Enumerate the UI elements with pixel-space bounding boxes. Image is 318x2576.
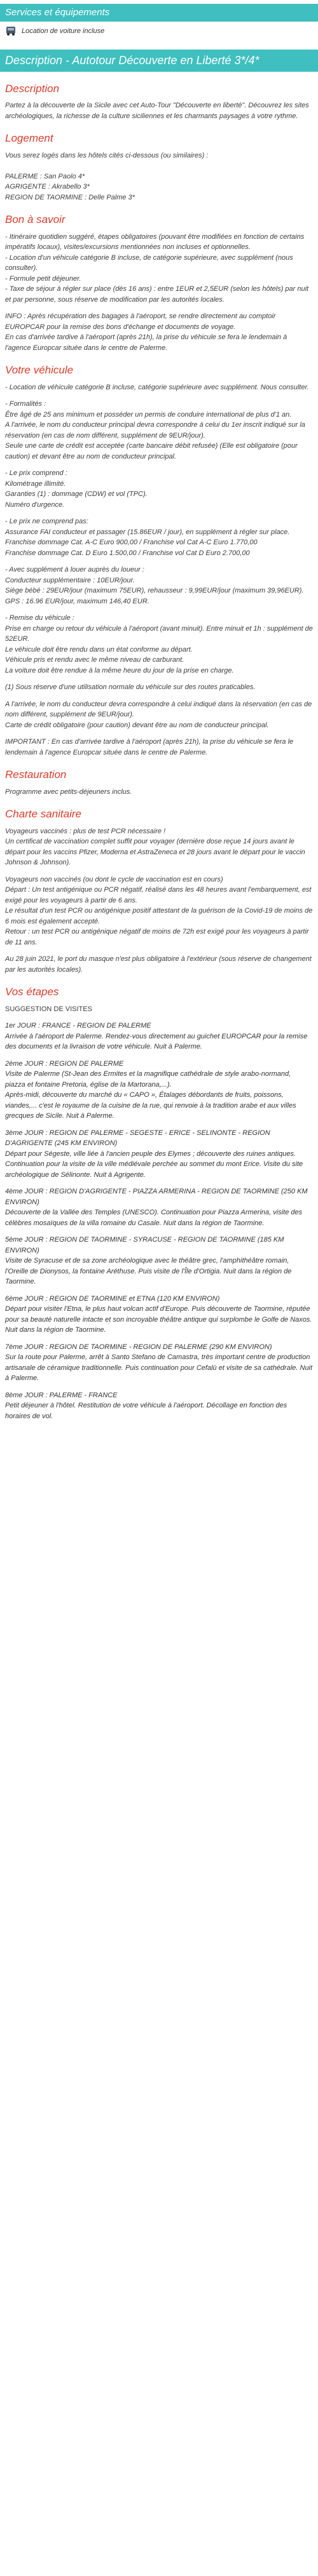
vehicule-title: Votre véhicule bbox=[5, 364, 74, 376]
vehicule-p7: (1) Sous réserve d'une utilisation normale du véhicule sur des routes praticables. bbox=[5, 683, 256, 691]
stage-day-4: 4ème JOUR : REGION D'AGRIGENTE - PIAZZA ARMERINA - REGION DE TAORMINE (250 KM ENVIRON) Découverte de la Vallée des Temples (UNESCO). Continuation pour Piazza Armerina, visite des célèbres mosaïques de la villa romaine du Casale. Nuit dans la région de Taormine. bbox=[5, 1188, 308, 1227]
charte-p3: Au 28 juin 2021, le port du masque n'est plus obligatoire à l'extérieur (sous réserve de changement par les autorités locales). bbox=[5, 955, 312, 974]
stage-day-1: 1er JOUR : FRANCE - REGION DE PALERME Arrivée à l'aéroport de Palerme. Rendez-vous directement au guichet EUROPCAR pour la remise des documents et la livraison de votre véhicule. Nuit à Palerme. bbox=[5, 1022, 308, 1050]
vehicule-p9: IMPORTANT : En cas d'arrivée tardive à l'aéroport (après 21h), la prise du véhicule se fera le lendemain à l'agence Europcar située dans le centre de Palerme. bbox=[5, 738, 294, 756]
etapes-title: Vos étapes bbox=[5, 986, 59, 998]
stage-day-6: 6ème JOUR : REGION DE TAORMINE et ETNA (120 KM ENVIRON) Départ pour visiter l'Etna, le plus haut volcan actif d'Europe. Puis découverte de Taormine, réputée pour sa beauté naturelle intacte et son incroyable théâtre antique qui surplombe le Golfe de Naxos. Nuit dans la région de Taormine. bbox=[5, 1294, 312, 1334]
vehicule-p6: - Remise du véhicule : Prise en charge ou retour du véhicule à l'aéroport (avant minuit). Entre minuit et 1h : supplément de 52EUR. Le véhicule doit être rendu dans un état conforme au départ. Véhicule pris et rendu avec le même niveau de carburant. La voiture doit être rendue à la même heure du jour de la prise en charge. bbox=[5, 614, 313, 674]
bon-a-savoir-title: Bon à savoir bbox=[5, 213, 66, 225]
car-icon bbox=[5, 26, 17, 36]
services-heading: Services et équipements bbox=[0, 4, 318, 22]
stage-day-8: 8ème JOUR : PALERME - FRANCE Petit déjeuner à l'hôtel. Restitution de votre véhicule à l'aéroport. Décollage en fonction des horaires de vol. bbox=[5, 1391, 287, 1420]
stage-day-2: 2ème JOUR : REGION DE PALERME Visite de Palerme (St-Jean des Ermites et la magnifique cathédrale de style arabo-normand, piazza et fontaine Pretoria, église de la Martorana,...). Après-midi, découverte du marché du « CAPO », Étalages débordants de fruits, poissons, viandes,... c'est le royaume de la cuisine de la rue, qui renvoie à la tradition arabe et aux villes grecques de Sicile. Nuit à Palerme. bbox=[5, 1059, 296, 1120]
vehicule-p4: - Le prix ne comprend pas: Assurance FAI conducteur et passager (15.86EUR / jour), en supplément à régler sur place. Franchise dommage Cat. A-C Euro 900,00 / Franchise vol Cat A-C Euro 1.770,00 Franchise dommage Cat. D Euro 1.500,00 / Franchise vol Cat D Euro 2.700,00 bbox=[5, 518, 290, 557]
bon-a-savoir-text-2: INFO : Après récupération des bagages à l'aéroport, se rendre directement au comptoir EUROPCAR pour la remise des bons d'échange et documents de voyage. En cas d'arrivée tardive à l'aéroport (après 21h), la prise du véhicule se fera le lendemain à l'agence Europcar située dans le centre de Palerme. bbox=[5, 312, 287, 352]
service-item bbox=[0, 22, 318, 41]
vehicule-p1: - Location de véhicule catégorie B incluse, catégorie supérieure avec supplément. Nous consulter. bbox=[5, 383, 309, 391]
charte-p2: Voyageurs non vaccinés (ou dont le cycle de vaccination est en cours) Départ : Un test antigénique ou PCR négatif, réalisé dans les 48 heures avant l'embarquement, est exigé pour les voyageurs à partir de 6 ans. Le résultat d'un test PCR ou antigénique positif attestant de la guérison de la Covid-19 de moins de 6 mois est également accepté. Retour : un test PCR ou antigénique négatif de moins de 72h est exigé pour les voyageurs à partir de 11 ans. bbox=[5, 875, 313, 946]
bon-a-savoir-text-1: - Itinéraire quotidien suggéré, étapes obligatoires (pouvant être modifiées en fonction de certains impératifs locaux), visites/excursions mentionnées non incluses et optionnelles. - Location d'un véhicule catégorie B incluse, de catégorie supérieure, avec supplément (nous consulter). - Formule petit déjeuner. - Taxe de séjour à régler sur place (dès 16 ans) : entre 1EUR et 2,5EUR (selon les hôtels) par nuit et par personne, sous réserve de modification par les autorités locales. bbox=[5, 232, 309, 304]
description-banner: Description - Autotour Découverte en Liberté 3*/4* bbox=[0, 50, 318, 72]
charte-title: Charte sanitaire bbox=[5, 808, 82, 820]
service-label: Location de voiture incluse bbox=[22, 27, 105, 35]
description-text: Partez à la découverte de la Sicile avec cet Auto-Tour "Découverte en liberté". Découvrez les sites archéologiques, la richesse de la culture siciliennes et les charmants paysages à votre rythme. bbox=[5, 102, 309, 120]
vehicule-p2: - Formalités : Être âgé de 25 ans minimum et posséder un permis de conduire international de plus d'1 an. A l'arrivée, le nom du conducteur principal devra correspondre à celui du 1er inscrit indiqué sur la réservation (en cas de nom différent, supplément de 9EUR/jour). Seule une carte de crédit est acceptée (carte bancaire débit refusée) (Elle est obligatoire (pour caution) et devant être au nom de conducteur principal. bbox=[5, 400, 305, 460]
restauration-text: Programme avec petits-déjeuners inclus. bbox=[5, 788, 132, 796]
logement-title: Logement bbox=[5, 132, 53, 144]
vehicule-p3: - Le prix comprend : Kilométrage illimité. Garanties (1) : dommage (CDW) et vol (TPC). Numéro d'urgence. bbox=[5, 469, 148, 509]
stage-day-5: 5ème JOUR : REGION DE TAORMINE - SYRACUSE - REGION DE TAORMINE (185 KM ENVIRON) Visite de Syracuse et de sa zone archéologique avec le théâtre grec, l'amphithéâtre romain, l'Oreille de Dionysos, la fontaine Aréthuse. Puis visite de l'Île d'Ortigia. Nuit dans la région de Taormine. bbox=[5, 1236, 292, 1285]
content bbox=[0, 81, 318, 1422]
restauration-title: Restauration bbox=[5, 768, 67, 781]
charte-p1: Voyageurs vaccinés : plus de test PCR nécessaire ! Un certificat de vaccination complet suffit pour voyager (dernière dose reçue 14 jours avant le départ pour les vaccins Pfizer, Moderna et AstraZeneca et 28 jours avant le départ pour le vaccin Johnson & Johnson). bbox=[5, 827, 305, 866]
description-title: Description bbox=[5, 82, 60, 95]
vehicule-p5: - Avec supplément à louer auprès du loueur : Conducteur supplémentaire : 10EUR/jour. Siège bébé : 29EUR/jour (maximum 75EUR), rehausseur : 9,99EUR/jour (maximum 39,96EUR). GPS : 16.96 EUR/jour, maximum 146,40 EUR. bbox=[5, 566, 304, 605]
vehicule-p8: A l'arrivée, le nom du conducteur devra correspondre à celui indiqué dans la réservation (en cas de nom différent, supplément de 9EUR/jour). Carte de crédit obligatoire (pour caution) devant être au nom de conducteur principal. bbox=[5, 700, 312, 729]
page bbox=[0, 4, 318, 1434]
etapes-subtitle: SUGGESTION DE VISITES bbox=[5, 1005, 92, 1013]
stage-day-3: 3ème JOUR : REGION DE PALERME - SEGESTE - ERICE - SELINONTE - REGION D'AGRIGENTE (245 KM ENVIRON) Départ pour Ségeste, ville liée à l'ancien peuple des Elymes ; découverte des ruines antiques. Continuation pour la visite de la ville médiévale perchée au sommet du mont Erice. Visite du site archéologique de Sélinonte. Nuit à Agrigente. bbox=[5, 1129, 303, 1179]
logement-text: Vous serez logés dans les hôtels cités ci-dessous (ou similaires) : PALERME : San Paolo 4* AGRIGENTE : Akrabello 3* REGION DE TAORMINE : Delle Palme 3* bbox=[5, 151, 209, 201]
stage-day-7: 7ème JOUR : REGION DE TAORMINE - REGION DE PALERME (290 KM ENVIRON) Sur la route pour Palerme, arrêt à Santo Stefano de Camastra, très important centre de production artisanale de céramique traditionnelle. Puis continuation pour Cefalù et visite de sa cathédrale. Nuit à Palerme. bbox=[5, 1343, 313, 1382]
